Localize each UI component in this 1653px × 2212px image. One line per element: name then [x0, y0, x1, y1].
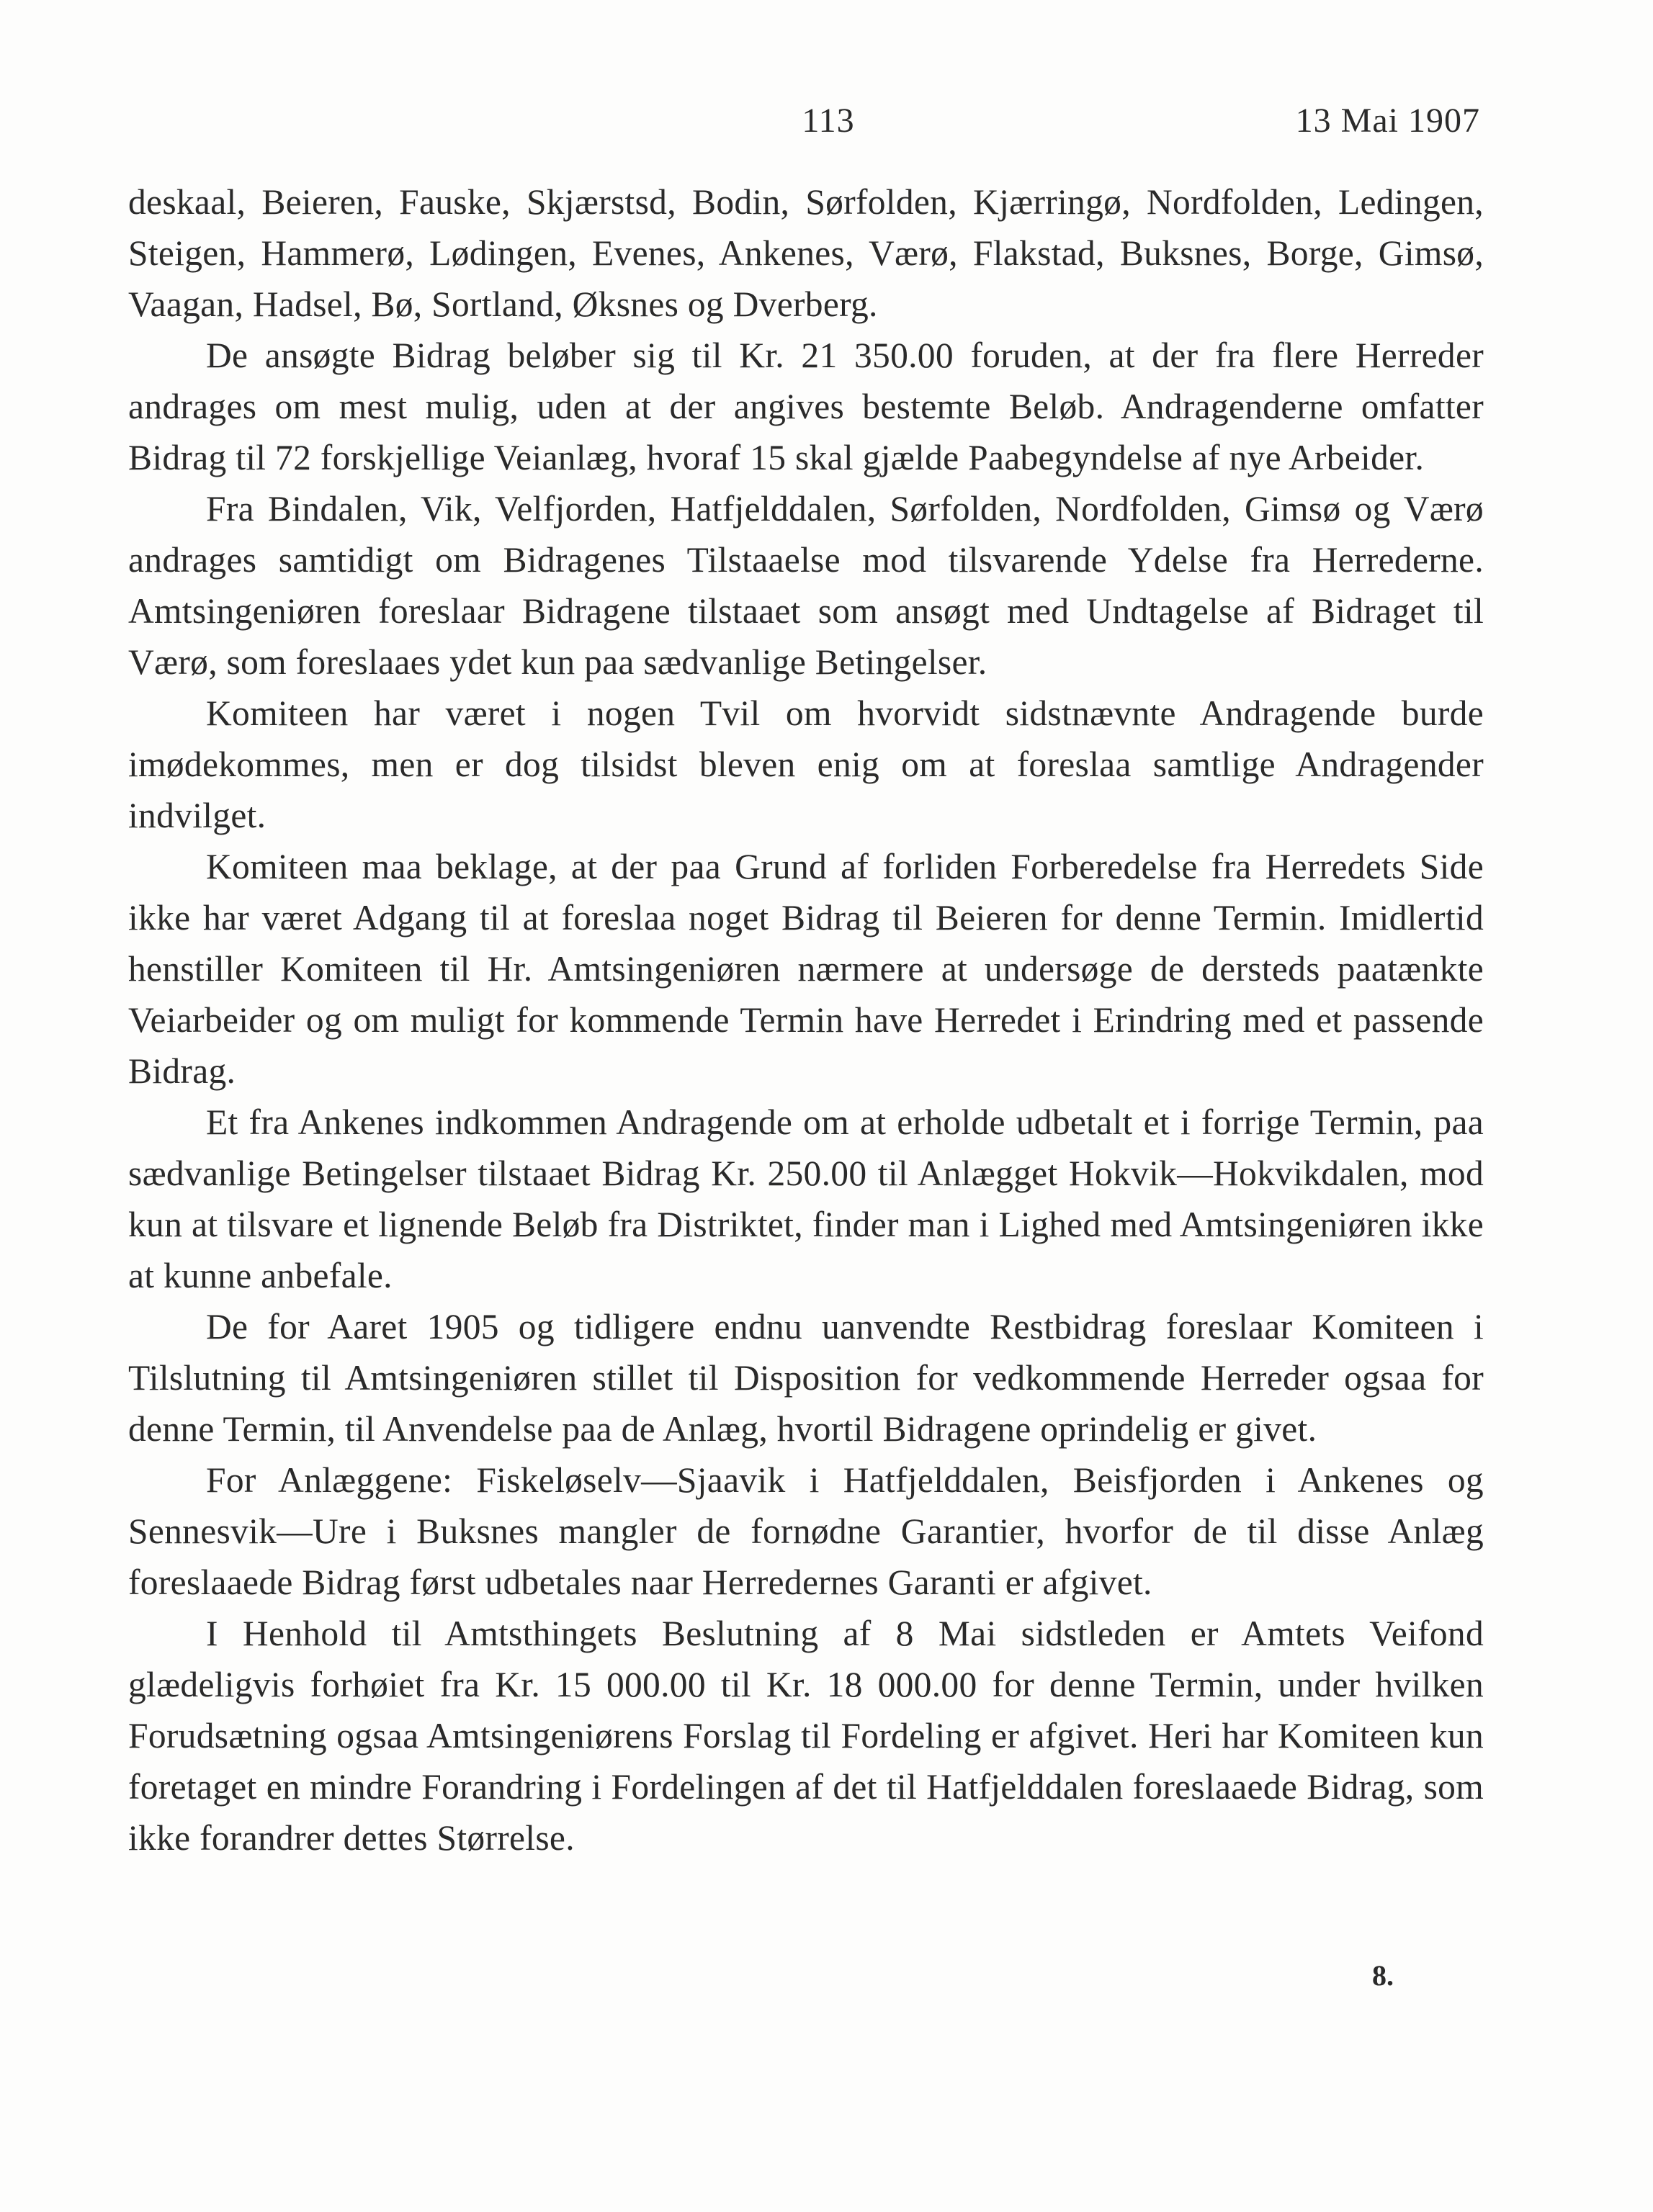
catchword-mark: 8. [1372, 1959, 1394, 1992]
paragraph-requested-contributions: De ansøgte Bidrag beløber sig til Kr. 21 350.00 foruden, at der fra flere Herreder andrages om mest mulig, uden at der angives bestemte Beløb. Andragenderne omfatter Bidrag til 72 forskjellige Veianlæg, hvoraf 15 skal gjælde Paabegyndelse af nye Arbeider. [128, 336, 1484, 477]
paragraph-committee-doubt: Komiteen har været i nogen Tvil om hvorvidt sidstnævnte Andragende burde imødekommes, men er dog tilsidst bleven enig om at foreslaa samtlige Andragender indvilget. [128, 693, 1484, 835]
paragraph-ankenes-request: Et fra Ankenes indkommen Andragende om at erholde udbetalt et i forrige Termin, paa sædvanlige Betingelser tilstaaet Bidrag Kr. 250.00 til Anlægget Hokvik—Hokvikdalen, mod kun at tilsvare et lignende Beløb fra Distriktet, finder man i Lighed med Amtsingeniøren ikke at kunne anbefale. [128, 1102, 1484, 1295]
paragraph-simultaneous-requests: Fra Bindalen, Vik, Velfjorden, Hatfjelddalen, Sørfolden, Nordfolden, Gimsø og Værø andrages samtidigt om Bidragenes Tilstaaelse mod tilsvarende Ydelse fra Herrederne. Amtsingeniøren foreslaar Bidragene tilstaaet som ansøgt med Undtagelse af Bidraget til Værø, som foreslaaes ydet kun paa sædvanlige Betingelser. [128, 489, 1484, 682]
page-date: 13 Mai 1907 [1295, 102, 1480, 140]
body-text [128, 176, 1484, 1863]
paragraph-rest-contributions: De for Aaret 1905 og tidligere endnu uanvendte Restbidrag foreslaar Komiteen i Tilslutning til Amtsingeniøren stillet til Disposition for vedkommende Herreder ogsaa for denne Termin, til Anvendelse paa de Anlæg, hvortil Bidragene oprindelig er givet. [128, 1307, 1484, 1449]
paragraph-continuation: deskaal, Beieren, Fauske, Skjærstsd, Bodin, Sørfolden, Kjærringø, Nordfolden, Ledingen, Steigen, Hammerø, Lødingen, Evenes, Ankenes, Værø, Flakstad, Buksnes, Borge, Gimsø, Vaagan, Hadsel, Bø, Sortland, Øksnes og Dverberg. [128, 182, 1484, 324]
paragraph-road-fund: I Henhold til Amtsthingets Beslutning af 8 Mai sidstleden er Amtets Veifond glædeligvis forhøiet fra Kr. 15 000.00 til Kr. 18 000.00 for denne Termin, under hvilken Forudsætning ogsaa Amtsingeniørens Forslag til Fordeling er afgivet. Heri har Komiteen kun foretaget en mindre Forandring i Fordelingen af det til Hatfjelddalen foreslaaede Bidrag, som ikke forandrer dettes Størrelse. [128, 1614, 1484, 1858]
paragraph-committee-regret: Komiteen maa beklage, at der paa Grund af forliden Forberedelse fra Herredets Side ikke har været Adgang til at foreslaa noget Bidrag til Beieren for denne Termin. Imidlertid henstiller Komiteen til Hr. Amtsingeniøren nærmere at undersøge de dersteds paatænkte Veiarbeider og om muligt for kommende Termin have Herredet i Erindring med et passende Bidrag. [128, 847, 1484, 1091]
paragraph-guarantees: For Anlæggene: Fiskeløselv—Sjaavik i Hatfjelddalen, Beisfjorden i Ankenes og Sennesvik—Ure i Buksnes mangler de fornødne Garantier, hvorfor de til disse Anlæg foreslaaede Bidrag først udbetales naar Herredernes Garanti er afgivet. [128, 1460, 1484, 1602]
page-number: 113 [802, 102, 855, 140]
